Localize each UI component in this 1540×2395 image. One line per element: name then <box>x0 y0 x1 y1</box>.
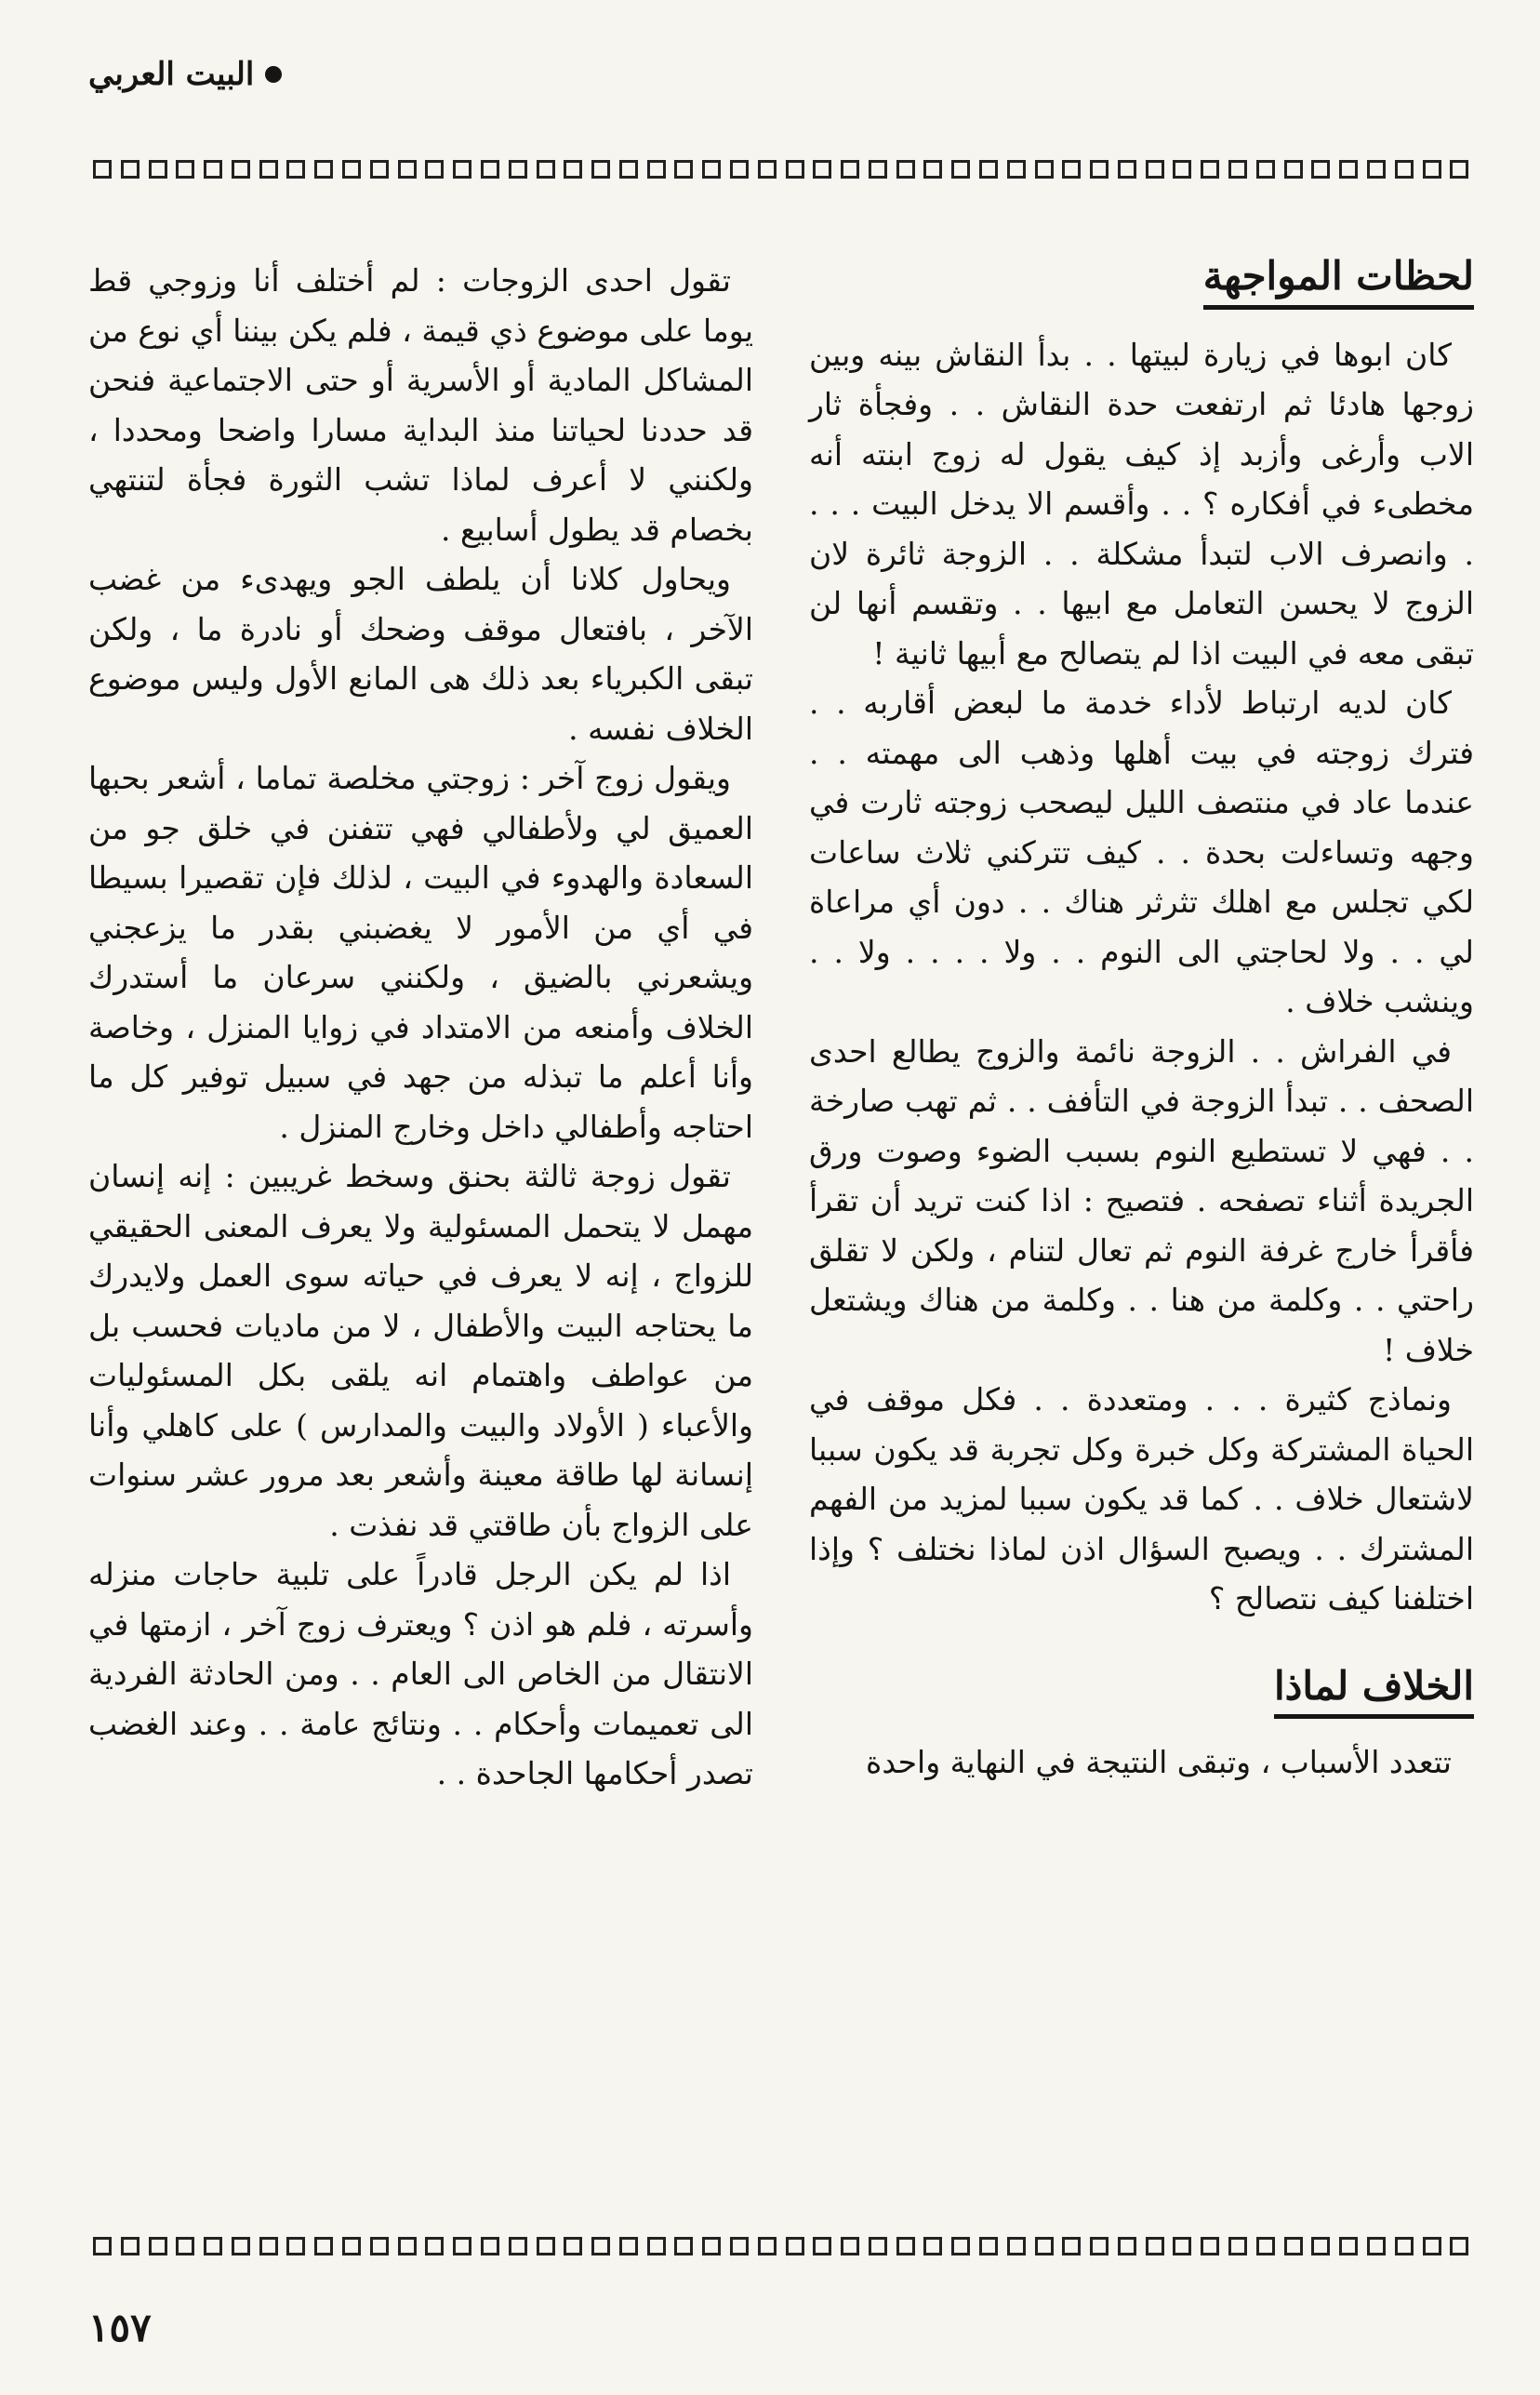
paragraph: ويقول زوج آخر : زوجتي مخلصة تماما ، أشعر بحبها العميق لي ولأطفالي فهي تتفنن في خلق جو من السعادة والهدوء في البيت ، لذلك فإن تقصيرا بسيطا في أي من الأمور لا يغضبني بقدر ما يزعجني ويشعرني بالضيق ، ولكنني سرعان ما أستدرك الخلاف وأمنعه من الامتداد في زوايا المنزل ، وخاصة وأنا أعلم ما تبذله من جهد في سبيل توفير كل ما احتاجه وأطفالي داخل وخارج المنزل . <box>88 760 753 1145</box>
left-column <box>88 256 753 1799</box>
page-number: ١٥٧ <box>88 2305 152 2350</box>
right-column <box>809 251 1474 1788</box>
paragraph: اذا لم يكن الرجل قادراً على تلبية حاجات منزله وأسرته ، فلم هو اذن ؟ ويعترف زوج آخر ، ازمتها في الانتقال من الخاص الى العام . . ومن الحادثة الفردية الى تعميمات وأحكام . . ونتائج عامة . . وعند الغضب تصدر أحكامها الجاحدة . . <box>88 1556 753 1791</box>
running-head <box>88 56 282 93</box>
paragraph: في الفراش . . الزوجة نائمة والزوج يطالع احدى الصحف . . تبدأ الزوجة في التأفف . . ثم تهب صارخة . . فهي لا تستطيع النوم بسبب الضوء وصوت ورق الجريدة أثناء تصفحه . فتصيح : اذا كنت تريد أن تقرأ فأقرأ خارج غرفة النوم ثم تعال لتنام ، ولكن لا تقلق راحتي . . وكلمة من هنا . . وكلمة من هناك ويشتعل خلاف ! <box>809 1032 1474 1368</box>
section-heading-why: الخلاف لماذا <box>1274 1661 1474 1720</box>
bottom-ornament-border <box>93 2237 1469 2261</box>
paragraph: ويحاول كلانا أن يلطف الجو ويهدىء من غضب الآخر ، بافتعال موقف وضحك أو نادرة ما ، ولكن تبقى الكبرياء بعد ذلك هى المانع الأول وليس موضوع الخلاف نفسه . <box>88 561 753 747</box>
section-heading-confrontation: لحظات المواجهة <box>1203 251 1474 310</box>
bullet-icon <box>265 66 282 83</box>
paragraph: كان ابوها في زيارة لبيتها . . بدأ النقاش بينه وبين زوجها هادئا ثم ارتفعت حدة النقاش . . وفجأة ثار الاب وأرغى وأزبد إذ كيف يقول له زوج ابنته أنه مخطىء في أفكاره ؟ . . وأقسم الا يدخل البيت . . . . وانصرف الاب لتبدأ مشكلة . . الزوجة ثائرة لان الزوج لا يحسن التعامل مع ابيها . . وتقسم أنها لن تبقى معه في البيت اذا لم يتصالح مع أبيها ثانية ! <box>809 336 1474 672</box>
paragraph: كان لديه ارتباط لأداء خدمة ما لبعض أقاربه . . فترك زوجته في بيت أهلها وذهب الى مهمته . . عندما عاد في منتصف الليل ليصحب زوجته ثارت في وجهه وتساءلت بحدة . . كيف تتركني ثلاث ساعات لكي تجلس مع اهلك تثرثر هناك . . دون أي مراعاة لي . . ولا لحاجتي الى النوم . . ولا . . . . ولا . . وينشب خلاف . <box>809 685 1474 1019</box>
paragraph: ونماذج كثيرة . . . ومتعددة . . فكل موقف في الحياة المشتركة وكل خبرة وكل تجربة قد يكون سببا لاشتعال خلاف . . كما قد يكون سببا لمزيد من الفهم المشترك . . ويصبح السؤال اذن لماذا نختلف ؟ وإذا اختلفنا كيف نتصالح ؟ <box>809 1381 1474 1617</box>
running-title: البيت العربي <box>88 56 255 93</box>
paragraph: تقول زوجة ثالثة بحنق وسخط غريبين : إنه إنسان مهمل لا يتحمل المسئولية ولا يعرف المعنى الحقيقي للزواج ، إنه لا يعرف في حياته سوى العمل ولايدرك ما يحتاجه البيت والأطفال ، لا من ماديات فحسب بل من عواطف واهتمام انه يلقى بكل المسئوليات والأعباء ( الأولاد والبيت والمدارس ) على كاهلي وأنا إنسانة لها طاقة معينة وأشعر بعد مرور عشر سنوات على الزواج بأن طاقتي قد نفذت . <box>88 1158 753 1543</box>
paragraph: تتعدد الأسباب ، وتبقى النتيجة في النهاية واحدة <box>866 1744 1452 1780</box>
paragraph: تقول احدى الزوجات : لم أختلف أنا وزوجي قط يوما على موضوع ذي قيمة ، فلم يكن بيننا أي نوع من المشاكل المادية أو الأسرية أو حتى الاجتماعية فنحن قد حددنا لحياتنا منذ البداية مسارا واضحا ومحددا ، ولكنني لا أعرف لماذا تشب الثورة فجأة لتنتهي بخصام قد يطول أسابيع . <box>88 262 753 548</box>
top-ornament-border <box>93 160 1469 184</box>
